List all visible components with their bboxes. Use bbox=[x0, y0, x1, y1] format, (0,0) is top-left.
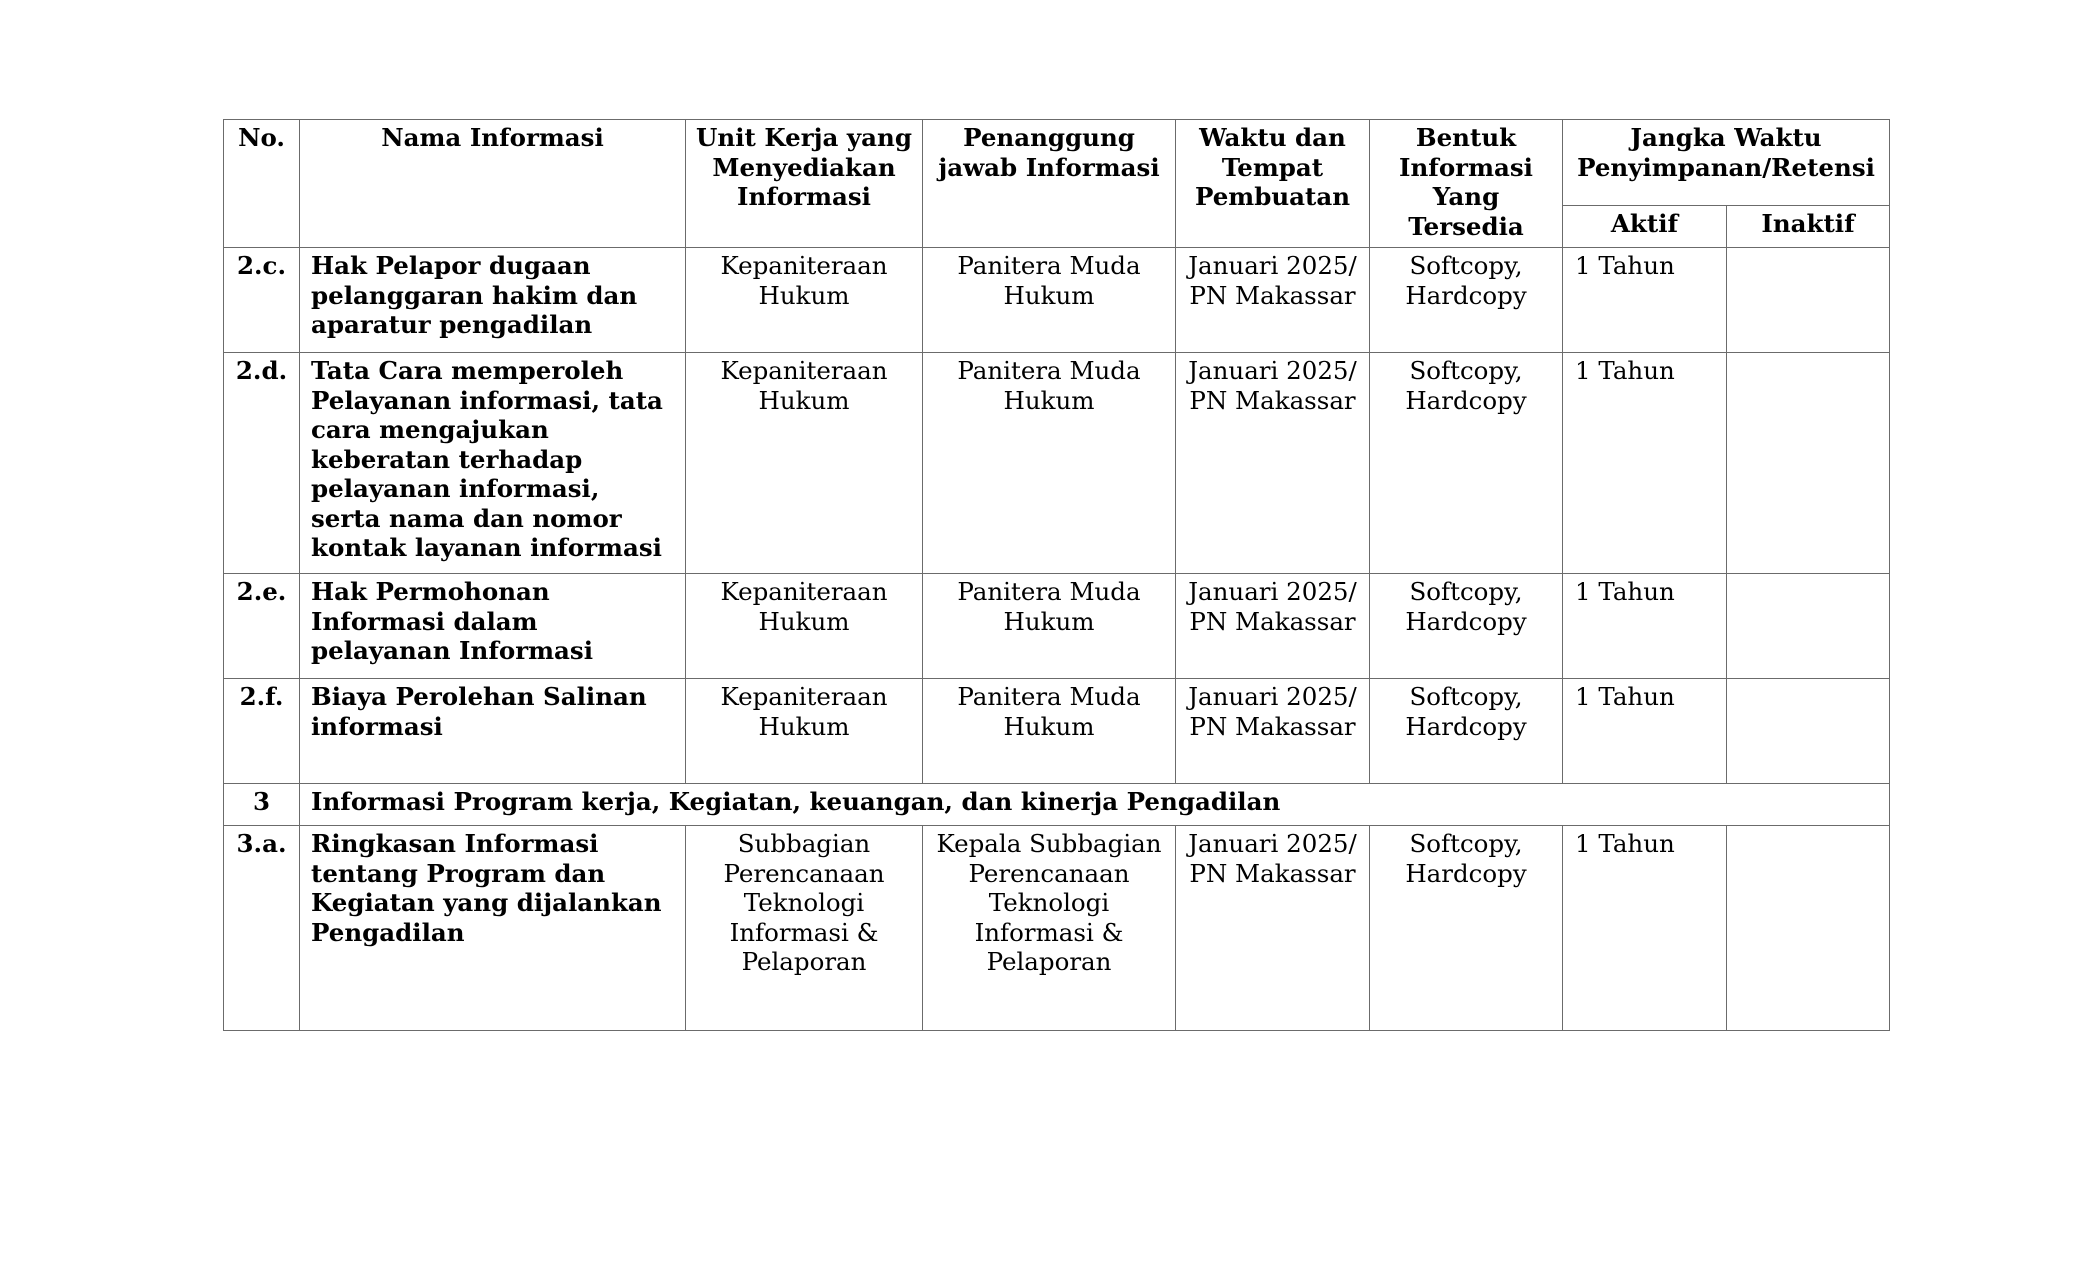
section-number: 3 bbox=[224, 784, 300, 826]
header-waktu-tempat: Waktu dan Tempat Pembuatan bbox=[1176, 120, 1370, 248]
row-bentuk-informasi: Softcopy, Hardcopy bbox=[1370, 248, 1563, 353]
row-aktif: 1 Tahun bbox=[1563, 353, 1727, 574]
table-header-row bbox=[224, 120, 1890, 206]
header-bentuk-informasi: Bentuk Informasi Yang Tersedia bbox=[1370, 120, 1563, 248]
row-number: 2.f. bbox=[224, 679, 300, 784]
row-unit-kerja: Kepaniteraan Hukum bbox=[686, 353, 923, 574]
table-row bbox=[224, 826, 1890, 1031]
row-aktif: 1 Tahun bbox=[1563, 574, 1727, 679]
row-waktu-tempat: Januari 2025/ PN Makassar bbox=[1176, 826, 1370, 1031]
header-inaktif: Inaktif bbox=[1727, 206, 1890, 248]
row-bentuk-informasi: Softcopy, Hardcopy bbox=[1370, 353, 1563, 574]
header-penanggung-jawab: Penanggung jawab Informasi bbox=[923, 120, 1176, 248]
row-bentuk-informasi: Softcopy, Hardcopy bbox=[1370, 574, 1563, 679]
header-nama-informasi: Nama Informasi bbox=[300, 120, 686, 248]
row-aktif: 1 Tahun bbox=[1563, 248, 1727, 353]
row-waktu-tempat: Januari 2025/ PN Makassar bbox=[1176, 574, 1370, 679]
row-unit-kerja: Kepaniteraan Hukum bbox=[686, 574, 923, 679]
row-inaktif bbox=[1727, 574, 1890, 679]
row-waktu-tempat: Januari 2025/ PN Makassar bbox=[1176, 679, 1370, 784]
row-penanggung-jawab: Panitera Muda Hukum bbox=[923, 679, 1176, 784]
row-number: 2.e. bbox=[224, 574, 300, 679]
row-bentuk-informasi: Softcopy, Hardcopy bbox=[1370, 679, 1563, 784]
row-unit-kerja: Subbagian Perencanaan Teknologi Informasi & Pelaporan bbox=[686, 826, 923, 1031]
row-nama-informasi: Tata Cara memperoleh Pelayanan informasi, tata cara mengajukan keberatan terhadap pelayanan informasi, serta nama dan nomor kontak layanan informasi bbox=[300, 353, 686, 574]
table-row bbox=[224, 574, 1890, 679]
header-no: No. bbox=[224, 120, 300, 248]
row-nama-informasi: Hak Permohonan Informasi dalam pelayanan Informasi bbox=[300, 574, 686, 679]
row-number: 2.d. bbox=[224, 353, 300, 574]
row-nama-informasi: Hak Pelapor dugaan pelanggaran hakim dan aparatur pengadilan bbox=[300, 248, 686, 353]
header-aktif: Aktif bbox=[1563, 206, 1727, 248]
row-inaktif bbox=[1727, 679, 1890, 784]
section-row bbox=[224, 784, 1890, 826]
row-aktif: 1 Tahun bbox=[1563, 679, 1727, 784]
table-row bbox=[224, 679, 1890, 784]
row-unit-kerja: Kepaniteraan Hukum bbox=[686, 248, 923, 353]
table-row bbox=[224, 353, 1890, 574]
row-penanggung-jawab: Kepala Subbagian Perencanaan Teknologi Informasi & Pelaporan bbox=[923, 826, 1176, 1031]
row-penanggung-jawab: Panitera Muda Hukum bbox=[923, 353, 1176, 574]
row-number: 2.c. bbox=[224, 248, 300, 353]
row-waktu-tempat: Januari 2025/ PN Makassar bbox=[1176, 353, 1370, 574]
row-inaktif bbox=[1727, 248, 1890, 353]
row-number: 3.a. bbox=[224, 826, 300, 1031]
row-nama-informasi: Ringkasan Informasi tentang Program dan Kegiatan yang dijalankan Pengadilan bbox=[300, 826, 686, 1031]
row-penanggung-jawab: Panitera Muda Hukum bbox=[923, 248, 1176, 353]
information-table bbox=[223, 119, 1890, 1031]
row-waktu-tempat: Januari 2025/ PN Makassar bbox=[1176, 248, 1370, 353]
row-aktif: 1 Tahun bbox=[1563, 826, 1727, 1031]
row-inaktif bbox=[1727, 826, 1890, 1031]
row-penanggung-jawab: Panitera Muda Hukum bbox=[923, 574, 1176, 679]
section-title: Informasi Program kerja, Kegiatan, keuangan, dan kinerja Pengadilan bbox=[300, 784, 1890, 826]
row-nama-informasi: Biaya Perolehan Salinan informasi bbox=[300, 679, 686, 784]
header-jangka-waktu: Jangka Waktu Penyimpanan/Retensi bbox=[1563, 120, 1890, 206]
row-bentuk-informasi: Softcopy, Hardcopy bbox=[1370, 826, 1563, 1031]
table-row bbox=[224, 248, 1890, 353]
row-unit-kerja: Kepaniteraan Hukum bbox=[686, 679, 923, 784]
row-inaktif bbox=[1727, 353, 1890, 574]
header-unit-kerja: Unit Kerja yang Menyediakan Informasi bbox=[686, 120, 923, 248]
